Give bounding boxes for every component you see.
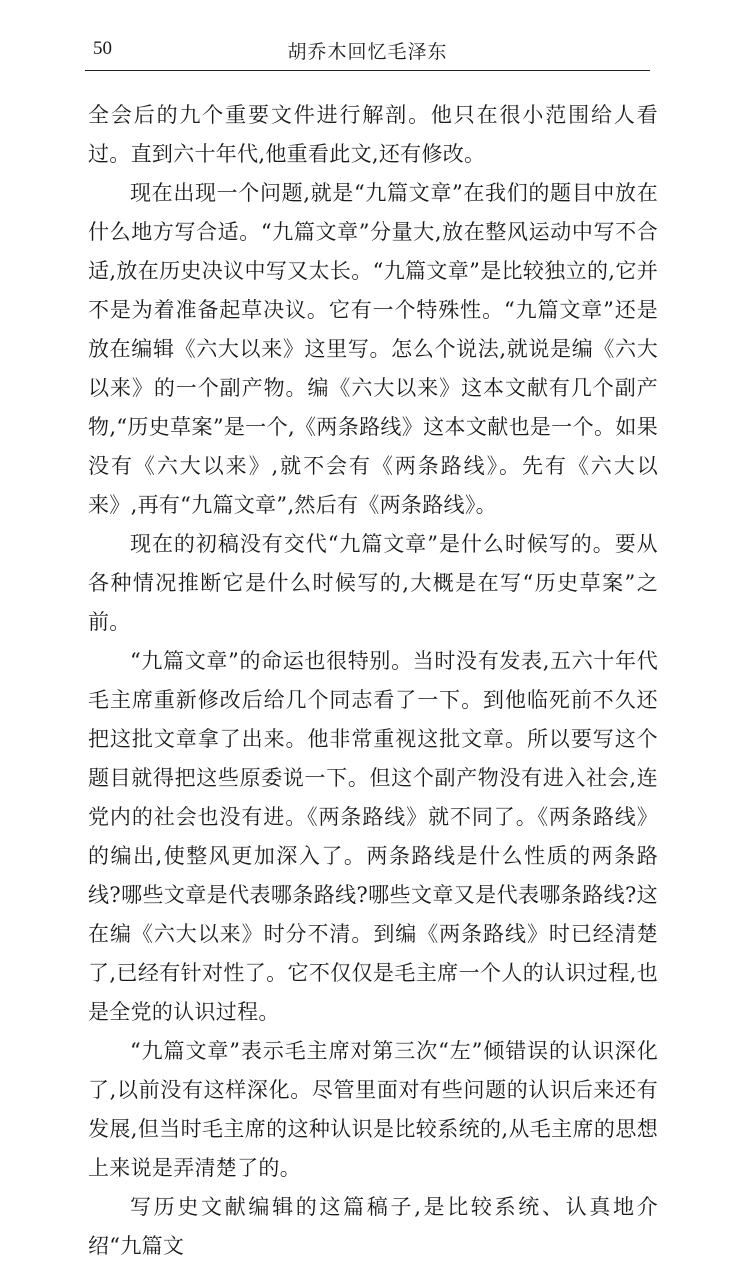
paragraph: “九篇文章”的命运也很特别。当时没有发表,五六十年代毛主席重新修改后给几个同志看了一下。到他临死前不久还把这批文章拿了出来。他非常重视这批文章。所以要写这个题目就得把这些原委说一下。但这个副产物没有进入社会,连党内的社会也没有进。《两条路线》就不同了。《两条路线》的编出,使整风更加深入了。两条路线是什么性质的两条路线?哪些文章是代表哪条路线?哪些文章又是代表哪条路线?这在编《六大以来》时分不清。到编《两条路线》时已经清楚了,已经有针对性了。它不仅仅是毛主席一个人的认识过程,也是全党的认识过程。 (88, 649, 658, 1024)
running-title: 胡乔木回忆毛泽东 (287, 41, 448, 63)
running-header (85, 36, 650, 71)
paragraph: 现在出现一个问题,就是“九篇文章”在我们的题目中放在什么地方写合适。“九篇文章”分量大,放在整风运动中写不合适,放在历史决议中写又太长。“九篇文章”是比较独立的,它并不是为着准备起草决议。它有一个特殊性。“九篇文章”还是放在编辑《六大以来》这里写。怎么个说法,就说是编《六大以来》的一个副产物。编《六大以来》这本文献有几个副产物,“历史草案”是一个,《两条路线》这本文献也是一个。如果没有《六大以来》,就不会有《两条路线》。先有《六大以来》,再有“九篇文章”,然后有《两条路线》。 (88, 181, 658, 517)
page-number: 50 (93, 38, 112, 59)
paragraph: “九篇文章”表示毛主席对第三次“左”倾错误的认识深化了,以前没有这样深化。尽管里面对有些问题的认识后来还有发展,但当时毛主席的这种认识是比较系统的,从毛主席的思想上来说是弄清楚了的。 (88, 1039, 658, 1180)
paragraph: 写历史文献编辑的这篇稿子,是比较系统、认真地介绍“九篇文 (88, 1195, 658, 1258)
body-text (88, 96, 658, 1266)
paragraph: 全会后的九个重要文件进行解剖。他只在很小范围给人看过。直到六十年代,他重看此文,还有修改。 (88, 103, 658, 166)
paragraph: 现在的初稿没有交代“九篇文章”是什么时候写的。要从各种情况推断它是什么时候写的,大概是在写“历史草案”之前。 (88, 532, 658, 634)
